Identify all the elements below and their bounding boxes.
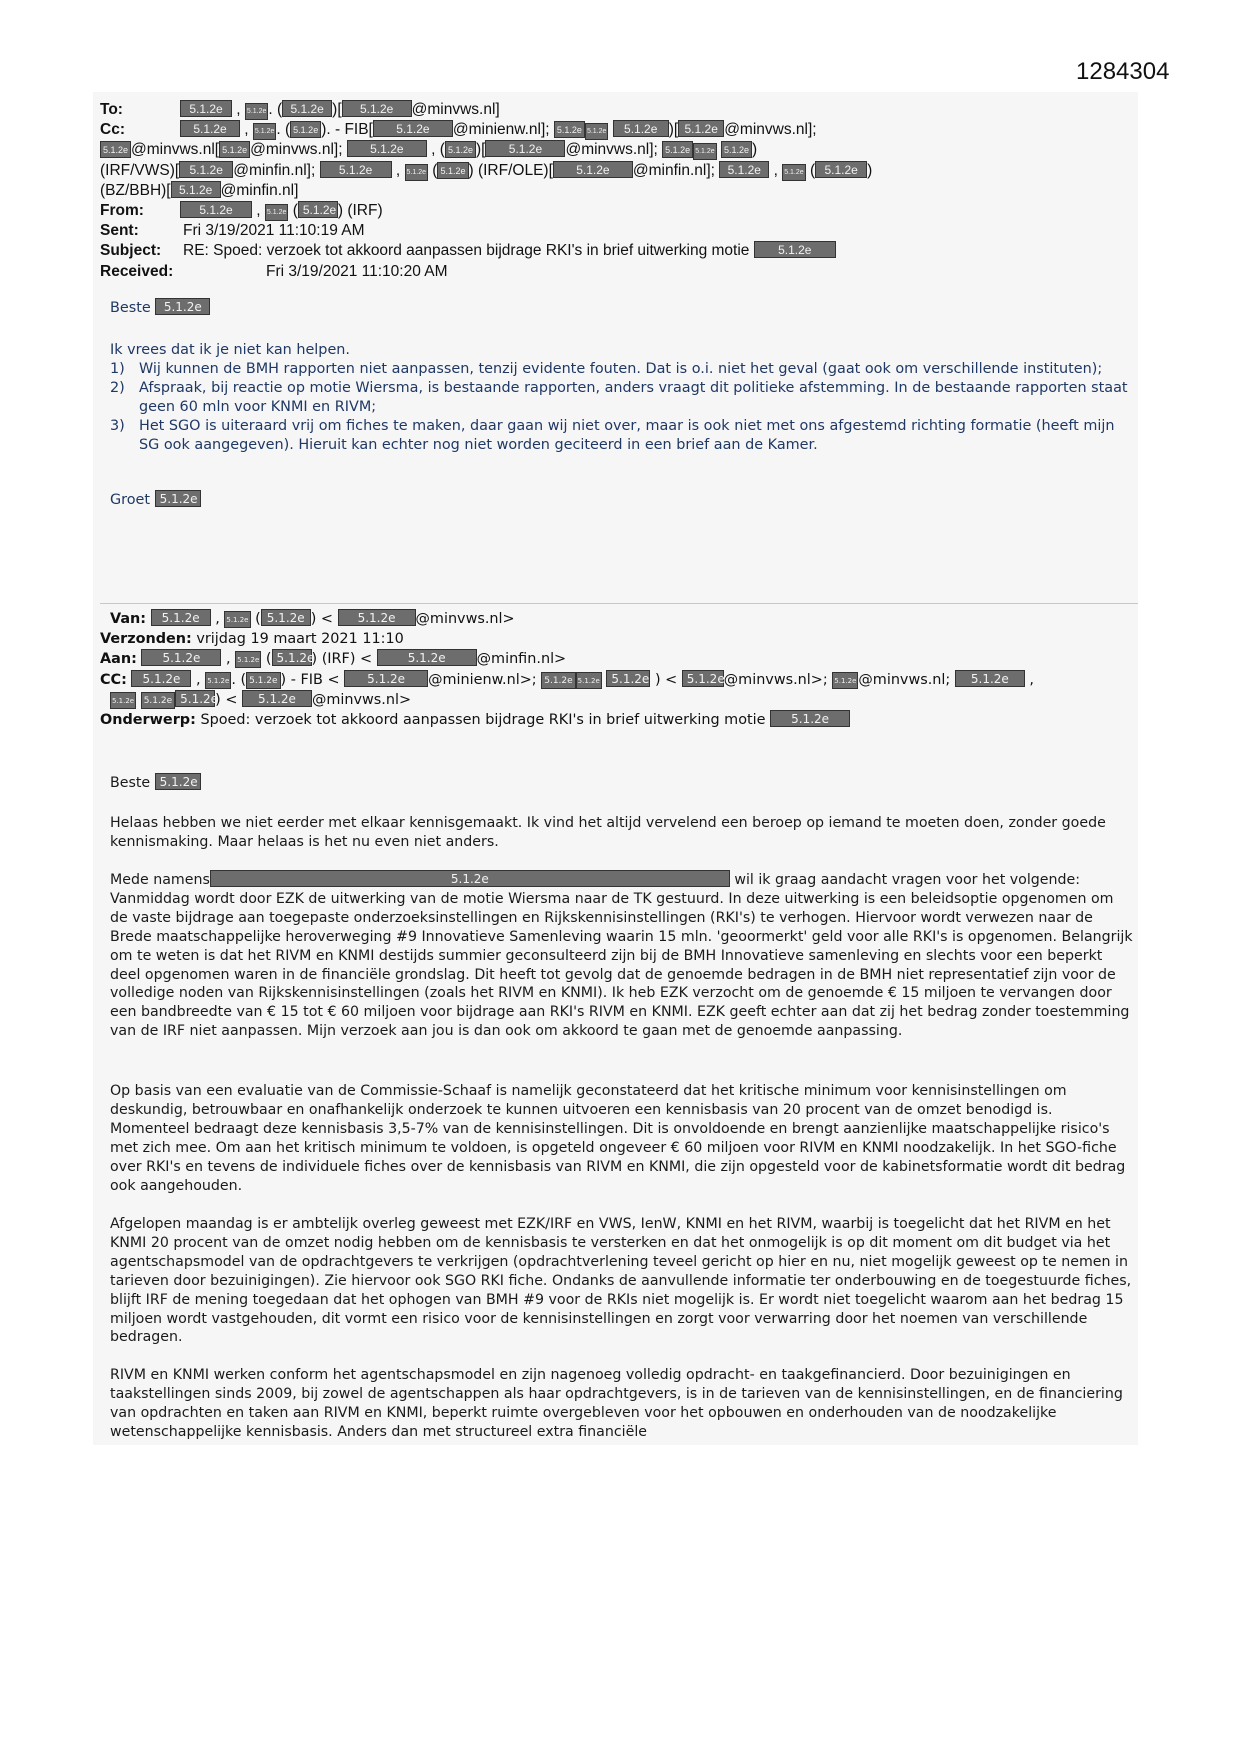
redaction: 5.1.2e bbox=[693, 143, 716, 160]
redaction: 5.1.2e bbox=[719, 161, 769, 178]
divider bbox=[100, 603, 1138, 604]
redaction: 5.1.2e bbox=[606, 670, 650, 687]
redaction: 5.1.2e bbox=[613, 120, 669, 137]
redaction: 5.1.2e bbox=[265, 204, 288, 221]
cc-row: 5.1.2e 5.1.2e 5.1.2e) < 5.1.2e @minvws.nl> bbox=[112, 691, 412, 708]
paragraph-text: Afgelopen maandag is er ambtelijk overleg geweest met EZK/IRF en VWS, IenW, KNMI en het RIVM, waarbij is toegelicht dat het RIVM en het KNMI 20 procent van de omzet nodig hebben om de kennisbasis te versterken en dat het onmogelijk is op dit moment om dit budget via het agentschapsmodel van de opdrachtgevers te verkrijgen (opdrachtverlening teveel gericht op hier en nu, niet mogelijk geweest op te nemen in tarieven door bezuinigingen). Zie hiervoor ook SGO RKI fiche. Ondanks de aanvullende informatie ter onderbouwing en de toegestuurde fiches, blijft IRF de mening toegedaan dat het ophogen van BMH #9 voor de RKIs niet mogelijk is. Er wordt niet toegelicht waarom aan het bedrag 15 miljoen wordt vastgehouden, dit vormt een risico voor de kennisinstellingen en zorgt voor verwarring door het noemen van verschillende bedragen. bbox=[110, 1216, 1132, 1346]
to-address: @minvws.nl] bbox=[411, 101, 500, 118]
received-label: Received: bbox=[100, 262, 174, 280]
closing-text: Groet bbox=[110, 492, 151, 508]
redaction: 5.1.2e bbox=[210, 870, 730, 887]
cc-label: CC: bbox=[100, 671, 127, 688]
greeting-text: Beste bbox=[110, 775, 151, 791]
cc-row: CC: 5.1.2e , 5.1.2e . ( 5.1.2e ) - FIB < 5.1.2e @minienw.nl>; 5.1.2e 5.1.2e 5.1.2e ) < 5.1.2e@minvws.nl>; 5.1.2e @minvws.nl; 5.1.2e , bbox=[100, 671, 1034, 688]
redaction: 5.1.2e bbox=[205, 672, 231, 689]
cc-text: @minfin.nl] bbox=[220, 181, 299, 199]
redaction: 5.1.2e bbox=[662, 141, 693, 158]
cc-row bbox=[100, 181, 1140, 201]
redaction: 5.1.2e bbox=[171, 181, 221, 198]
cc-row: (IRF/VWS)[ 5.1.2e @minfin.nl]; 5.1.2e , 5.1.2e ( 5.1.2e ) (IRF/OLE)[ 5.1.2e @minfin.nl]; 5.1.2e , 5.1.2e ( 5.1.2e ) bbox=[100, 161, 873, 179]
redaction: 5.1.2e bbox=[290, 121, 321, 138]
received-row bbox=[100, 262, 1140, 282]
redaction: 5.1.2e bbox=[770, 710, 850, 727]
redaction: 5.1.2e bbox=[175, 690, 215, 707]
cc-text: (BZ/BBH)[ bbox=[100, 181, 171, 199]
forward-header bbox=[100, 609, 1140, 730]
redaction: 5.1.2e bbox=[261, 609, 311, 626]
verzonden-label: Verzonden: bbox=[100, 631, 192, 648]
subject-value: RE: Spoed: verzoek tot akkoord aanpassen bijdrage RKI's in brief uitwerking motie bbox=[183, 242, 750, 260]
redaction: 5.1.2e bbox=[678, 120, 724, 137]
aan-row: Aan: 5.1.2e , 5.1.2e ( 5.1.2e) (IRF) < 5.1.2e @minfin.nl> bbox=[100, 651, 567, 668]
redaction: 5.1.2e bbox=[155, 773, 201, 790]
redaction: 5.1.2e bbox=[155, 490, 201, 507]
redaction: 5.1.2e bbox=[180, 120, 240, 137]
cc-text: (IRF/VWS)[ bbox=[100, 161, 180, 179]
list-item bbox=[110, 360, 1130, 379]
redaction: 5.1.2e bbox=[110, 692, 136, 709]
redaction: 5.1.2e bbox=[224, 611, 250, 628]
onderwerp-label: Onderwerp: bbox=[100, 712, 196, 729]
sent-label: Sent: bbox=[100, 222, 139, 240]
reply-greeting bbox=[110, 298, 1130, 318]
reply-closing bbox=[110, 490, 1130, 510]
cc-text: @minvws.nl[ bbox=[131, 141, 220, 159]
paragraph-text: Mede namens bbox=[110, 872, 210, 888]
redaction: 5.1.2e bbox=[320, 161, 392, 178]
body-paragraph bbox=[110, 814, 1135, 852]
redaction: 5.1.2e bbox=[282, 100, 332, 117]
aan-text: ) (IRF) < bbox=[311, 651, 373, 668]
verzonden-value: vrijdag 19 maart 2021 11:10 bbox=[196, 631, 404, 648]
paragraph-text: wil ik graag aandacht vragen voor het volgende: Vanmiddag wordt door EZK de uitwerking van de motie Wiersma naar de TK gestuurd. In deze uitwerking is een beleidsoptie opgenomen om de vaste bijdrage aan toegepaste onderzoeksinstellingen en Rijkskennisinstellingen (RKI's) te verhogen. Hiervoor wordt verwezen naar de Brede maatschappelijke heroverweging #9 Innovatieve Samenleving waarin 15 mln. 'geoormerkt' geld voor alle RKI's is opgenomen. Belangrijk om te weten is dat het RIVM en KNMI destijds summier geconsulteerd zijn bij de BMH Innovatieve samenleving en slechts voor een beperkt deel opgenomen waren in de financiële grondslag. Dit heeft tot gevolg dat de genoemde bedragen in de BMH niet representatief zijn voor de volledige noden van Rijkskennisinstellingen (zoals het RIVM en KNMI). Ik heb EZK verzocht om de genoemde € 15 miljoen te vervangen door een bandbreedte van € 15 tot € 60 miljoen voor bijdrage aan RKI's RIVM en KNMI. EZK geeft echter aan dat zij het bedrag zonder toestemming van de IRF niet aanpassen. Mijn verzoek aan jou is dan ook om akkoord te gaan met de genoemde aanpassing. bbox=[110, 872, 1133, 1040]
redaction: 5.1.2e bbox=[445, 141, 476, 158]
greeting-text: Beste bbox=[110, 300, 151, 316]
paragraph-text: Helaas hebben we niet eerder met elkaar kennisgemaakt. Ik vind het altijd vervelend een beroep op iemand te moeten doen, zonder goede kennismaking. Maar helaas is het nu even niet anders. bbox=[110, 815, 1106, 850]
redaction: 5.1.2e bbox=[437, 162, 468, 179]
cc-text: @minvws.nl]; bbox=[565, 141, 658, 159]
sent-row bbox=[100, 221, 1140, 241]
reply-list bbox=[110, 360, 1130, 455]
to-label: To: bbox=[100, 101, 123, 118]
cc-text: @minfin.nl]; bbox=[632, 161, 715, 179]
cc-row: Cc: 5.1.2e , 5.1.2e . ( 5.1.2e ). - FIB[ 5.1.2e @minienw.nl]; 5.1.2e 5.1.2e 5.1.2e )[ 5.1.2e @minvws.nl]; bbox=[100, 120, 1140, 140]
redaction: 5.1.2e bbox=[554, 121, 585, 138]
received-value: Fri 3/19/2021 11:10:20 AM bbox=[266, 262, 448, 280]
document-id: 1284304 bbox=[1076, 58, 1170, 85]
redaction: 5.1.2e bbox=[131, 670, 191, 687]
list-number: 1) bbox=[110, 361, 125, 377]
van-address: @minvws.nl> bbox=[415, 611, 515, 627]
redaction: 5.1.2e bbox=[179, 161, 233, 178]
redaction: 5.1.2e bbox=[782, 164, 805, 181]
redaction: 5.1.2e bbox=[342, 100, 412, 117]
onderwerp-row bbox=[100, 710, 1140, 730]
cc-text: ) (IRF/OLE)[ bbox=[468, 161, 553, 179]
redaction: 5.1.2e bbox=[100, 141, 131, 158]
email-header bbox=[100, 100, 1140, 282]
list-text: Het SGO is uiteraard vrij om fiches te maken, daar gaan wij niet over, maar is ook niet met ons afgestemd richting formatie (heeft mijn SG ook aangegeven). Hieruit kan echter nog niet worden geciteerd in een brief aan de Kamer. bbox=[139, 418, 1115, 453]
list-item bbox=[110, 379, 1130, 417]
redaction: 5.1.2e bbox=[235, 651, 261, 668]
aan-address: @minfin.nl> bbox=[476, 651, 567, 668]
redaction: 5.1.2e bbox=[272, 649, 312, 666]
cc-text: @minvws.nl; bbox=[858, 671, 951, 688]
redaction: 5.1.2e bbox=[338, 609, 416, 626]
redaction: 5.1.2e bbox=[682, 670, 724, 687]
cc-row: 5.1.2e @minvws.nl[ 5.1.2e @minvws.nl]; 5.1.2e , ( 5.1.2e )[ 5.1.2e @minvws.nl]; 5.1.2e 5.1.2e 5.1.2e ) bbox=[100, 140, 1140, 160]
body-paragraph bbox=[110, 1082, 1135, 1195]
cc-text: @minvws.nl]; bbox=[724, 121, 817, 139]
van-row: Van: 5.1.2e , 5.1.2e ( 5.1.2e ) < 5.1.2e @minvws.nl> bbox=[110, 611, 515, 627]
cc-text: ). - FIB[ bbox=[321, 121, 373, 139]
redaction: 5.1.2e bbox=[180, 100, 232, 117]
subject-row bbox=[100, 241, 1140, 261]
redaction: 5.1.2e bbox=[141, 692, 175, 709]
redaction: 5.1.2e bbox=[553, 161, 633, 178]
redaction: 5.1.2e bbox=[347, 140, 427, 157]
body-paragraph bbox=[110, 870, 1135, 1041]
redaction: 5.1.2e bbox=[955, 670, 1025, 687]
redaction: 5.1.2e bbox=[405, 164, 428, 181]
cc-label: Cc: bbox=[100, 121, 125, 139]
redaction: 5.1.2e bbox=[721, 141, 752, 158]
paragraph-text: Op basis van een evaluatie van de Commissie-Schaaf is namelijk geconstateerd dat het kritische minimum voor kennisinstellingen om deskundig, betrouwbaar en onafhankelijk onderzoek te kunnen uitvoeren een kennisbasis van 20 procent van de omzet benodigd is. Momenteel bedraagt deze kennisbasis 3,5-7% van de kennisinstellingen. Dit is onvoldoende en brengt aanzienlijke maatschappelijke risico's met zich mee. Om aan het kritisch minimum te voldoen, is opgeteld ongeveer € 60 miljoen voor RIVM en KNMI noodzakelijk. In het SGO-fiche over RKI's en tevens de individuele fiches over de kennisbasis van RIVM en KNMI, die zijn opgesteld voor de kabinetsformatie wordt dit bedrag ook aangehouden. bbox=[110, 1083, 1126, 1194]
reply-intro: Ik vrees dat ik je niet kan helpen. bbox=[110, 342, 350, 358]
subject-label: Subject: bbox=[100, 242, 162, 260]
redaction: 5.1.2e bbox=[141, 649, 221, 666]
list-text: Afspraak, bij reactie op motie Wiersma, is bestaande rapporten, anders vraagt dit politieke afstemming. In de bestaande rapporten staat geen 60 mln voor KNMI en RIVM; bbox=[139, 380, 1128, 415]
redaction: 5.1.2e bbox=[219, 141, 250, 158]
onderwerp-value: Spoed: verzoek tot akkoord aanpassen bijdrage RKI's in brief uitwerking motie bbox=[200, 712, 766, 729]
redaction: 5.1.2e bbox=[754, 241, 836, 258]
sent-value: Fri 3/19/2021 11:10:19 AM bbox=[183, 222, 365, 240]
redaction: 5.1.2e bbox=[155, 298, 210, 315]
from-label: From: bbox=[100, 202, 144, 220]
cc-text: ) - FIB < bbox=[280, 671, 340, 688]
redaction: 5.1.2e bbox=[242, 690, 312, 707]
redaction: 5.1.2e bbox=[832, 672, 858, 689]
redaction: 5.1.2e bbox=[180, 201, 252, 218]
verzonden-row bbox=[100, 629, 1140, 649]
from-dept: ) (IRF) bbox=[337, 202, 383, 220]
from-row: From: 5.1.2e , 5.1.2e ( 5.1.2e ) (IRF) bbox=[100, 201, 1140, 221]
list-text: Wij kunnen de BMH rapporten niet aanpassen, tenzij evidente fouten. Dat is o.i. niet het geval (gaat ook om verschillende instituten); bbox=[139, 361, 1103, 377]
cc-text: @minfin.nl]; bbox=[233, 161, 316, 179]
cc-text: @minvws.nl> bbox=[311, 691, 412, 708]
redaction: 5.1.2e bbox=[344, 670, 428, 687]
redaction: 5.1.2e bbox=[585, 123, 608, 140]
body-greeting bbox=[110, 773, 1135, 793]
redaction: 5.1.2e bbox=[373, 120, 453, 137]
redaction: 5.1.2e bbox=[298, 201, 338, 218]
redaction: 5.1.2e bbox=[253, 123, 276, 140]
redaction: 5.1.2e bbox=[151, 609, 211, 626]
paragraph-text: RIVM en KNMI werken conform het agentschapsmodel en zijn nagenoeg volledig opdracht- en taakgefinancierd. Door bezuinigingen en taakstellingen sinds 2009, bij zowel de agentschappen als haar opdrachtgevers, is in de tarieven van de kennisinstellingen, en de financiering van opdrachten en taken aan RIVM en KNMI, beperkt ruimte overgebleven voor het opbouwen en onderhouden van de noodzakelijke wetenschappelijke kennisbasis. Anders dan met structureel extra financiële bbox=[110, 1367, 1123, 1440]
cc-text: @minvws.nl>; bbox=[723, 671, 828, 688]
body-paragraph bbox=[110, 1366, 1135, 1442]
body-paragraph bbox=[110, 1215, 1135, 1347]
redaction: 5.1.2e bbox=[377, 649, 477, 666]
redaction: 5.1.2e bbox=[541, 672, 575, 689]
list-number: 3) bbox=[110, 418, 125, 434]
redaction: 5.1.2e bbox=[245, 103, 268, 120]
cc-text: @minvws.nl]; bbox=[250, 141, 343, 159]
redaction: 5.1.2e bbox=[576, 672, 602, 689]
list-item bbox=[110, 417, 1130, 455]
redaction: 5.1.2e bbox=[485, 140, 565, 157]
cc-text: @minienw.nl>; bbox=[428, 671, 537, 688]
aan-label: Aan: bbox=[100, 651, 137, 668]
van-label: Van: bbox=[110, 611, 147, 627]
list-number: 2) bbox=[110, 380, 125, 396]
to-row: To: 5.1.2e , 5.1.2e . ( 5.1.2e )[ 5.1.2e @minvws.nl] bbox=[100, 100, 1140, 120]
redaction: 5.1.2e bbox=[815, 161, 867, 178]
cc-text: @minienw.nl]; bbox=[452, 121, 550, 139]
redaction: 5.1.2e bbox=[246, 672, 280, 689]
